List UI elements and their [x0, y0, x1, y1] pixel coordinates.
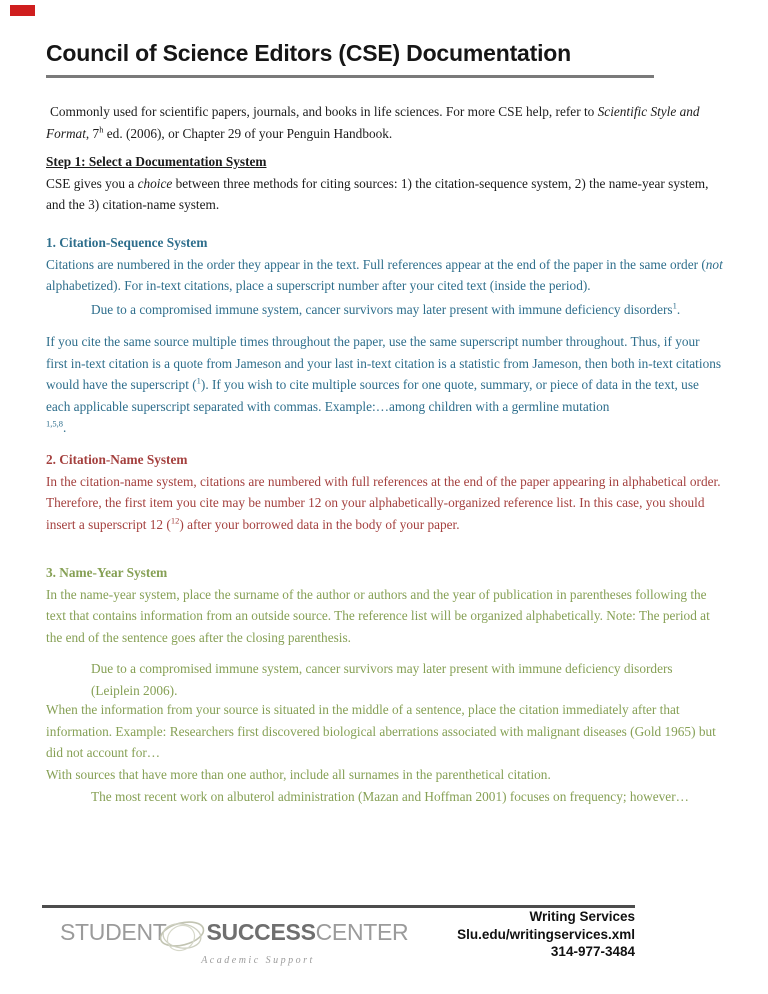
section1-text: Citations are numbered in the order they appear in the text. Full references appear at the end of the paper in the same order (	[46, 256, 706, 272]
section3-block	[46, 562, 724, 701]
edition-superscript: h	[99, 124, 104, 135]
contact-service-name: Writing Services	[529, 909, 635, 924]
section2-block	[46, 449, 724, 535]
page-title: Council of Science Editors (CSE) Documentation	[46, 40, 571, 66]
step1-text: CSE gives you a	[46, 175, 138, 191]
intro-text: Commonly used for scientific papers, journals, and books in life sciences. For more CSE help, refer to	[50, 104, 598, 119]
section1-paragraph2	[46, 331, 724, 439]
citation-superscript-list: 1,5,8	[46, 418, 63, 429]
intro-text: , 7	[85, 125, 100, 141]
section1-text: .	[63, 420, 67, 435]
contact-phone: 314-977-3484	[550, 944, 635, 959]
step1-heading: Step 1: Select a Documentation System	[46, 154, 267, 169]
citation-superscript: 1	[672, 300, 677, 311]
section3-example: Due to a compromised immune system, cancer survivors may later present with immune deficiency disorders (Leiplein 2006).	[91, 661, 673, 698]
swirl-icon	[156, 913, 208, 959]
section1-text: alphabetized). For in-text citations, place a superscript number after your cited text (inside the period).	[46, 278, 591, 293]
section3-paragraph: In the name-year system, place the surname of the author or authors and the year of publication in parentheses following the text that contains information from an outside source. The reference list will be organized alphabetically. Note: The period at the end of the sentence goes after the closing parenthesis.	[46, 586, 710, 645]
section2-paragraph	[46, 471, 724, 536]
logo-word-student: STUDENT	[60, 919, 167, 945]
intro-paragraph	[46, 101, 724, 144]
step1-text: between three methods for citing sources: 1) the citation-sequence system, 2) the name-year system, and the 3) citation-name system.	[46, 175, 709, 212]
section3-paragraph2: When the information from your source is situated in the middle of a sentence, place the citation immediately after that information. Example: Researchers first discovered biological aberrations associated with malignant diseases (Gold 1965) but did not account for…	[46, 702, 716, 760]
section1-text: If you cite the same source multiple times throughout the paper, use the same superscript number throughout. Thus, if your first in-text citation is a quote from Jameson and your last in-text citation is a statistic from Jameson, then both in-text citations would have the superscript (	[46, 334, 722, 392]
title-block	[46, 40, 686, 78]
section1-example	[46, 299, 724, 321]
logo-wordmark	[60, 919, 408, 946]
section2-text: In the citation-name system, citations are numbered with full references at the end of the paper appearing in alphabetical order. Therefore, the first item you cite may be number 12 on your alphabetically-organized reference list. In this case, you should insert a superscript 12 (	[46, 473, 721, 532]
example-text: Due to a compromised immune system, cancer survivors may later present with immune deficiency disorders	[91, 301, 673, 317]
section1-block	[46, 232, 724, 320]
citation-superscript: 1	[196, 375, 201, 386]
section1-text: ). If you wish to cite multiple sources for one quote, summary, or piece of data in the text, use each applicable superscript separated with commas. Example:…among children with a germline mutation	[46, 377, 699, 414]
student-success-center-logo	[60, 919, 409, 966]
section3-paragraph3-line1: With sources that have more than one author, include all surnames in the parenthetical citation.	[46, 767, 551, 782]
section1-italic-not: not	[705, 256, 723, 272]
intro-italic-title: Scientific Style and Format	[46, 104, 700, 141]
section1-heading: 1. Citation-Sequence System	[46, 235, 208, 250]
step1-italic-choice: choice	[137, 175, 173, 191]
logo-word-center: CENTER	[315, 919, 409, 945]
section1-paragraph	[46, 254, 724, 297]
section3-heading: 3. Name-Year System	[46, 565, 168, 580]
contact-url: Slu.edu/writingservices.xml	[457, 926, 635, 942]
superscript-list-line	[46, 417, 724, 439]
step1-block	[46, 151, 724, 216]
step1-paragraph	[46, 173, 724, 216]
section1-paragraph2-text	[46, 331, 724, 417]
section2-text: ) after your borrowed data in the body of your paper.	[179, 516, 460, 532]
section2-heading: 2. Citation-Name System	[46, 452, 188, 467]
intro-text: ed. (2006), or Chapter 29 of your Penguin Handbook.	[103, 125, 393, 141]
logo-word-success: SUCCESS	[206, 919, 316, 945]
red-corner-marker	[10, 5, 35, 16]
footer-contact-block	[457, 908, 635, 961]
section3-paragraph3	[46, 764, 724, 807]
citation-superscript: 12	[170, 515, 180, 526]
section3-paragraph3-line2: The most recent work on albuterol administration (Mazan and Hoffman 2001) focuses on frequency; however…	[91, 788, 689, 804]
example-text: .	[676, 301, 681, 317]
title-underline-rule	[46, 75, 654, 78]
logo-tagline: Academic Support	[201, 955, 315, 966]
